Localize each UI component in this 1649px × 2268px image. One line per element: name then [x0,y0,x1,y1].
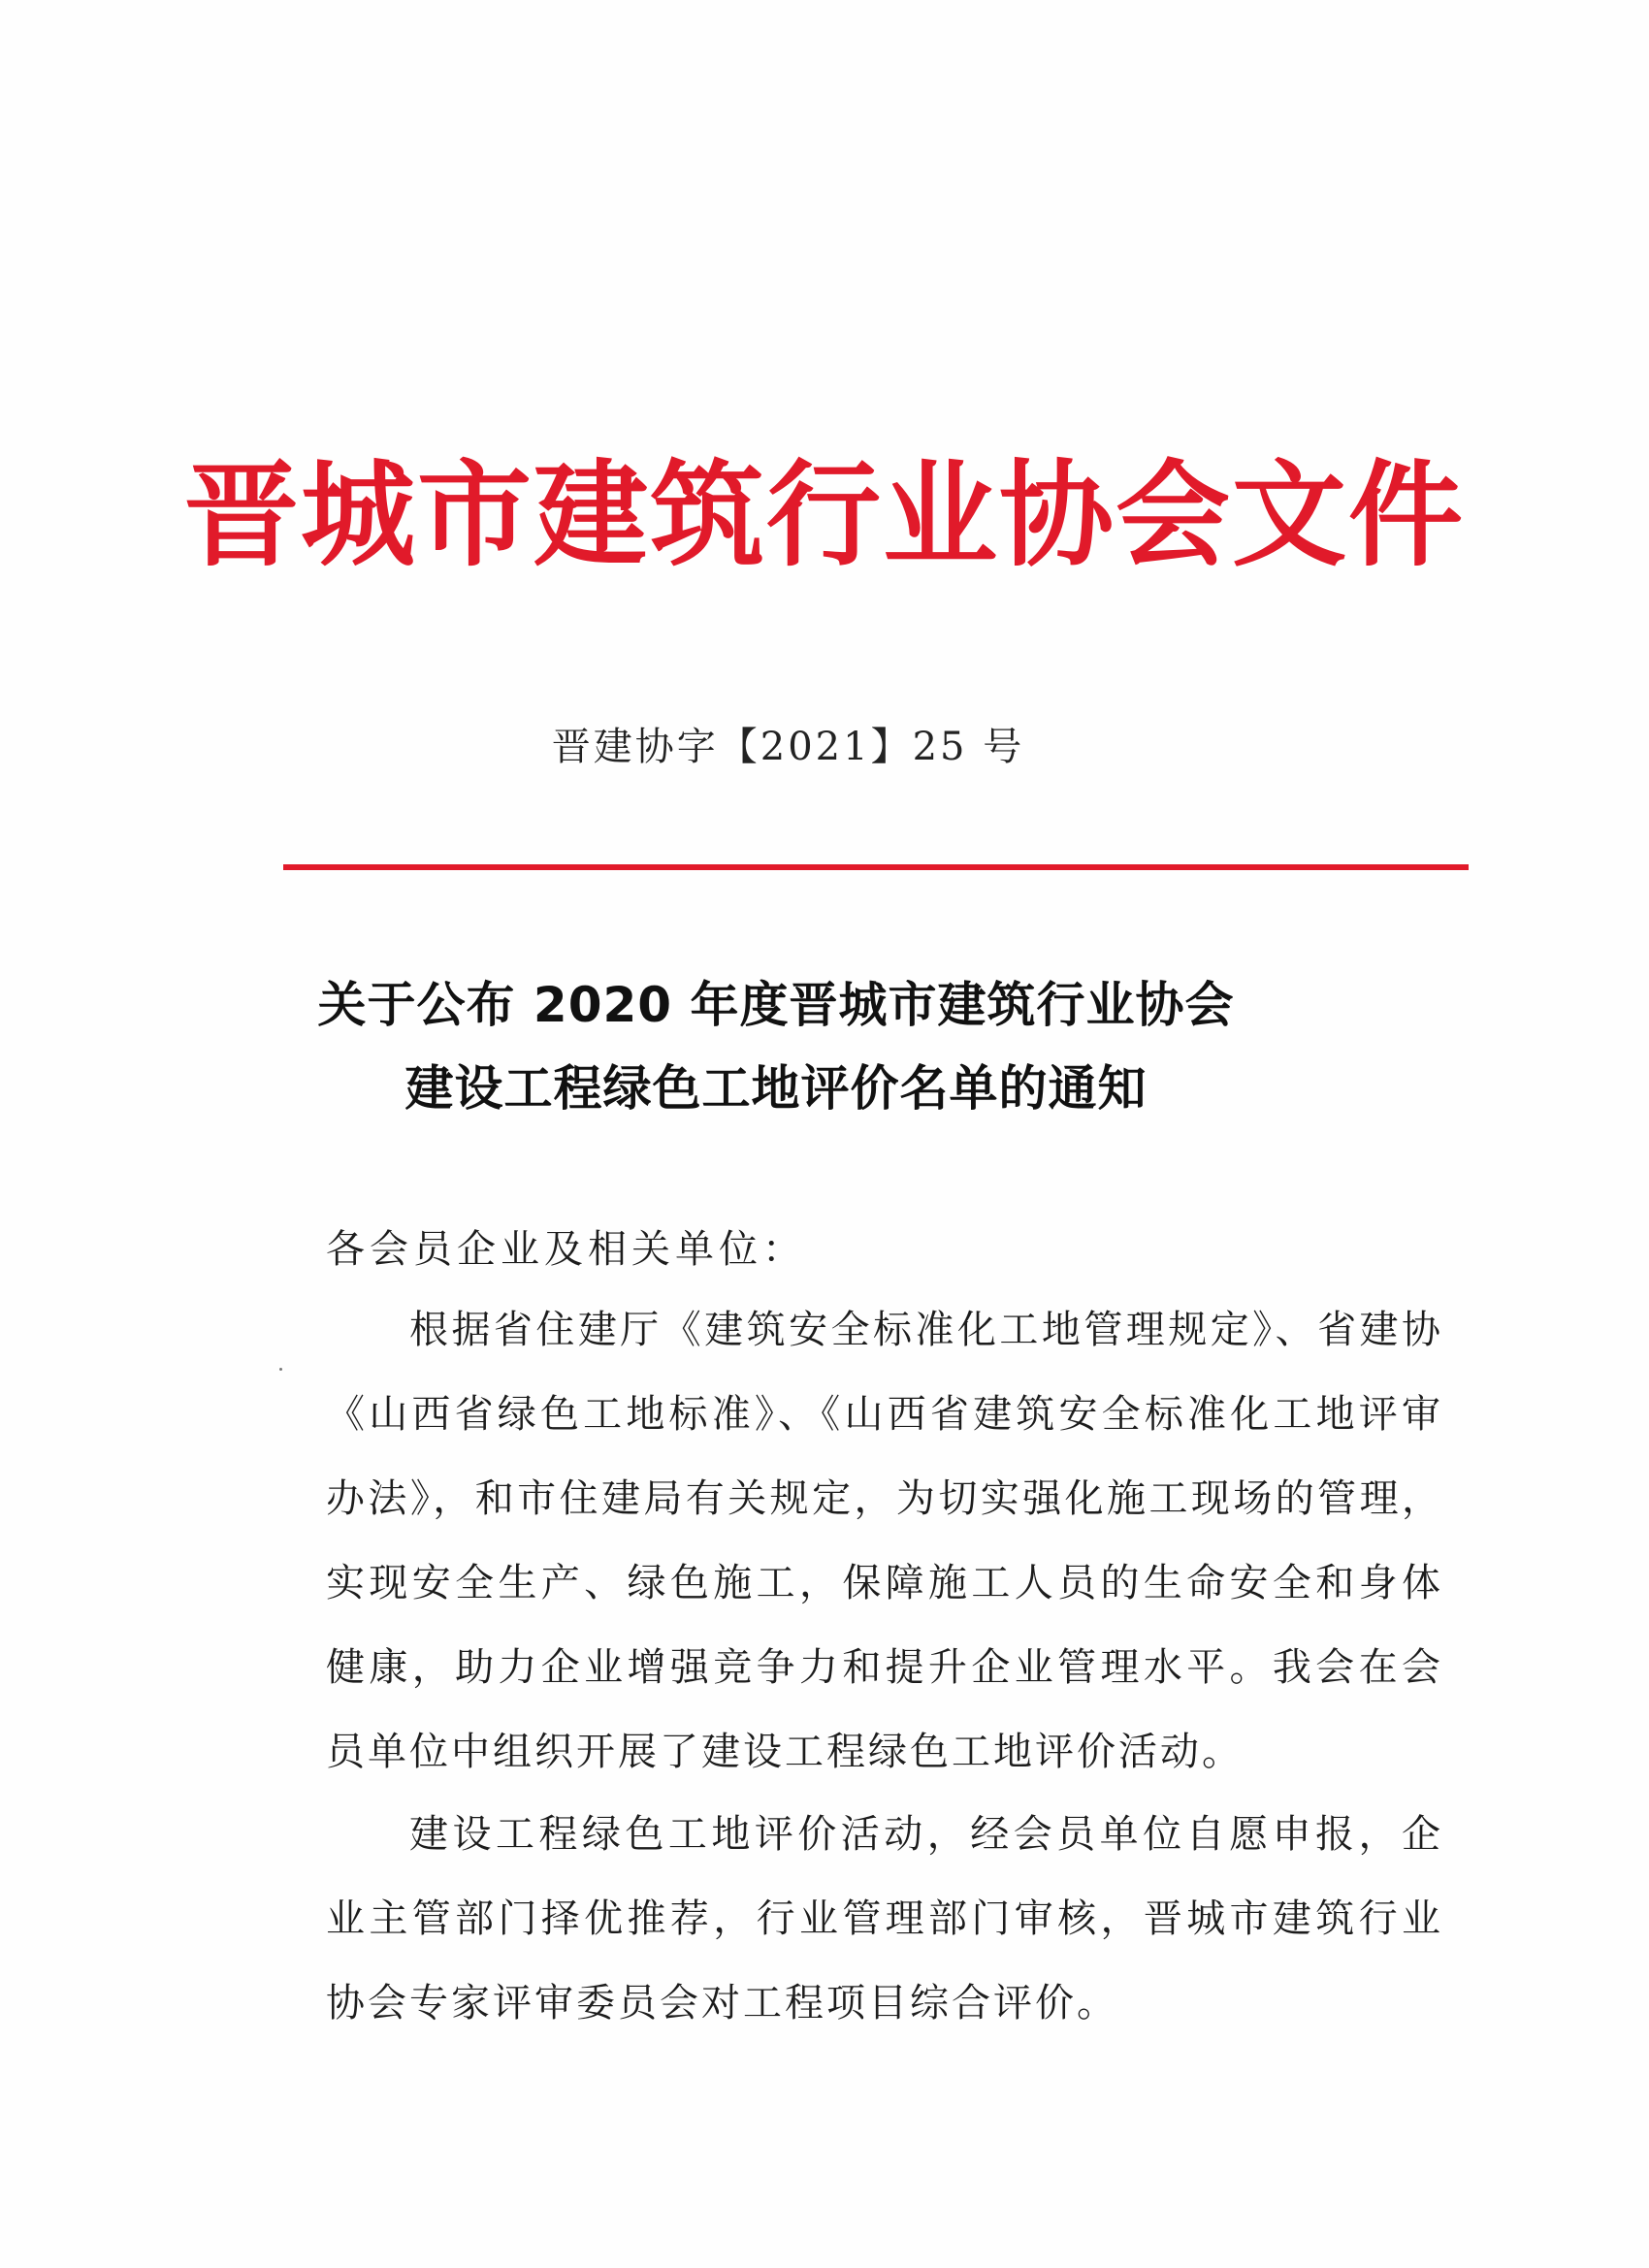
notice-title-line-2: 建设工程绿色工地评价名单的通知 [404,1060,1148,1117]
scan-speck [279,1368,282,1371]
body-paragraph-2: 建设工程绿色工地评价活动，经会员单位自愿申报，企业主管部门择优推荐，行业管理部门审核，晋城市建筑行业协会专家评审委员会对工程项目综合评价。 [326,1812,1443,2025]
document-header-title: 晋城市建筑行业协会文件 [183,447,1465,582]
notice-title-line-1: 关于公布 2020 年度晋城市建筑行业协会 [317,977,1235,1033]
document-number: 晋建协字【2021】25 号 [551,725,1025,769]
red-divider-line [283,864,1469,870]
salutation: 各会员企业及相关单位： [326,1227,806,1272]
body-paragraph-1: 根据省住建厅《建筑安全标准化工地管理规定》、省建协《山西省绿色工地标准》、《山西省建筑安全标准化工地评审办法》，和市住建局有关规定，为切实强化施工现场的管理，实现安全生产、绿色施工，保障施工人员的生命安全和身体健康，助力企业增强竞争力和提升企业管理水平。我会在会员单位中组织开展了建设工程绿色工地评价活动。 [326,1308,1443,1774]
